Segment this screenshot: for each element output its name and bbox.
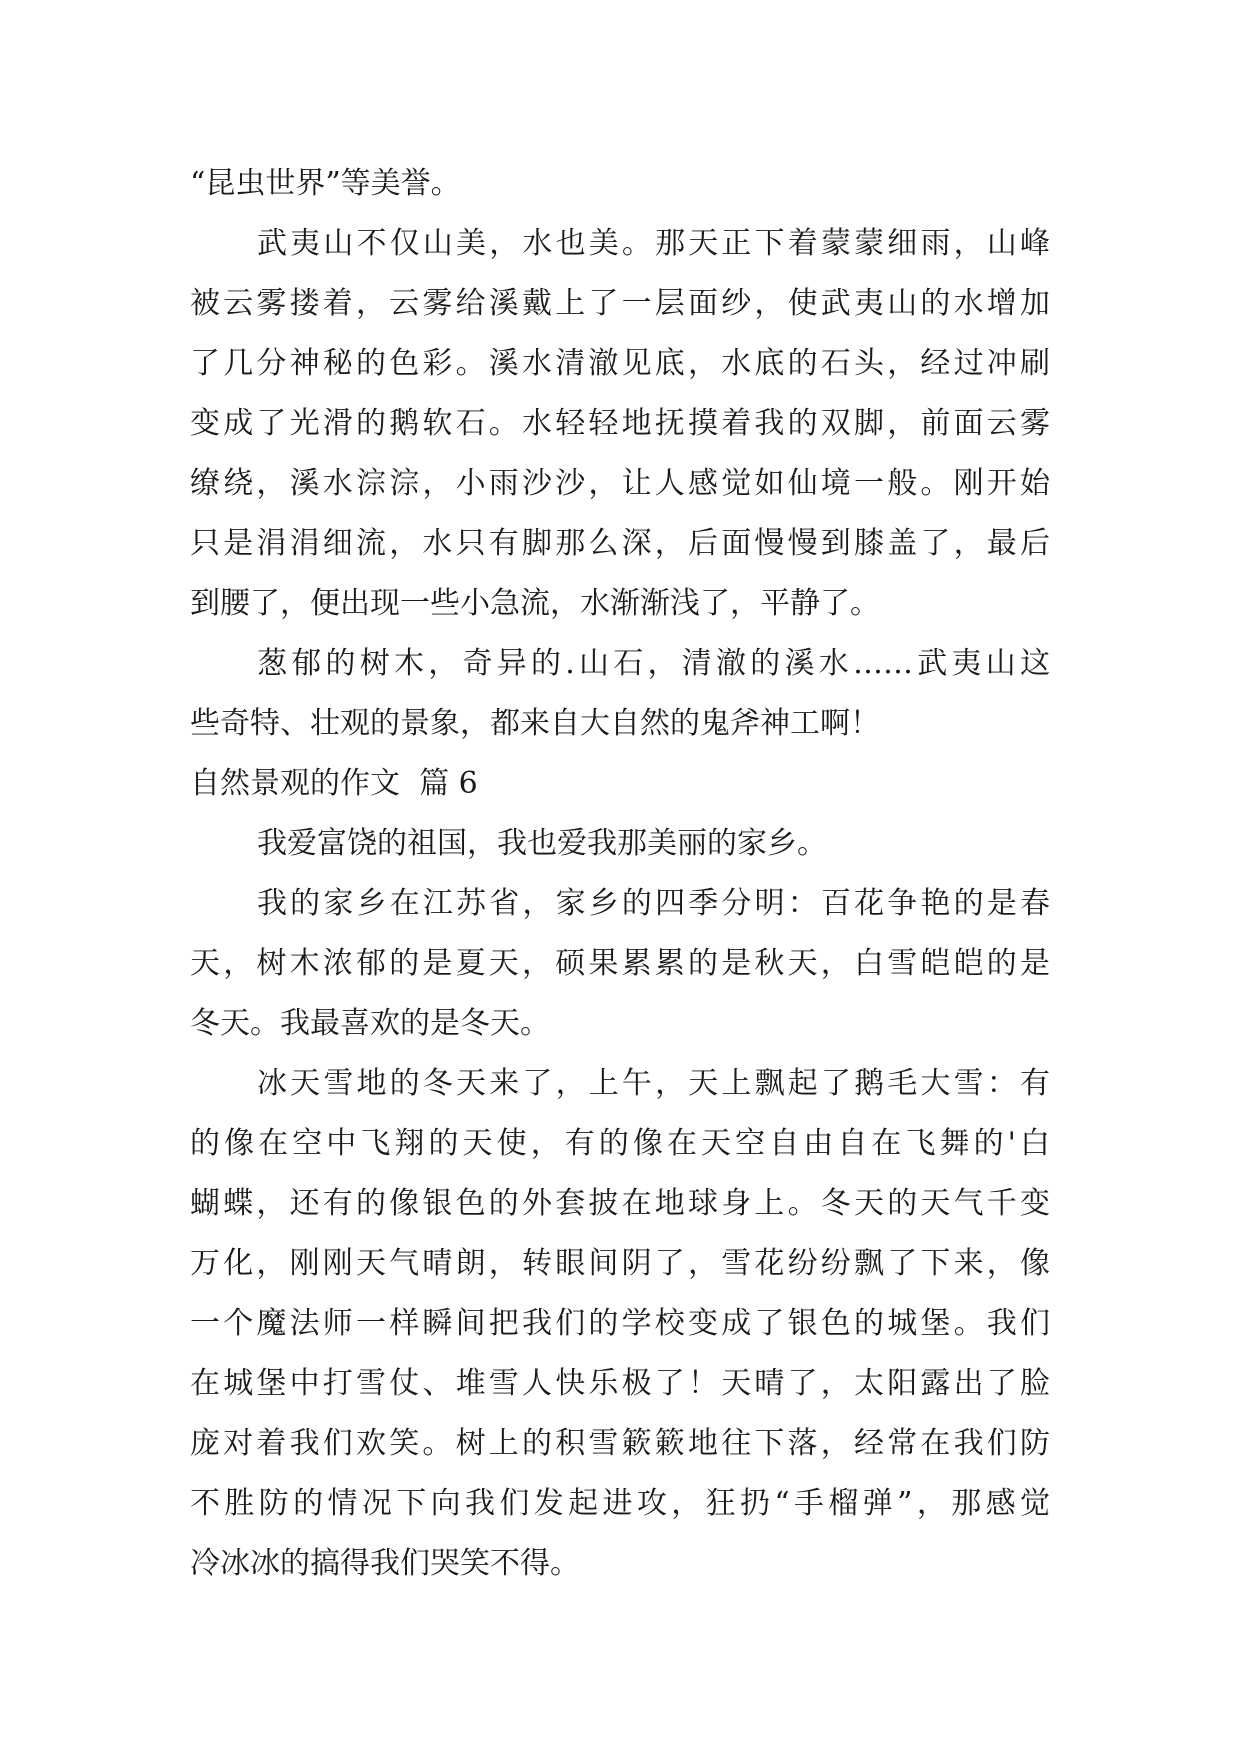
text-line: 天，树木浓郁的是夏天，硕果累累的是秋天，白雪皑皑的是 bbox=[190, 946, 1050, 981]
paragraph-first-line: 冰天雪地的冬天来了，上午，天上飘起了鹅毛大雪：有 bbox=[257, 1066, 1050, 1101]
text-line: 一个魔法师一样瞬间把我们的学校变成了银色的城堡。我们 bbox=[190, 1306, 1050, 1341]
text-line: 不胜防的情况下向我们发起进攻，狂扔“手榴弹”，那感觉 bbox=[190, 1486, 1050, 1521]
text-line: 只是涓涓细流，水只有脚那么深，后面慢慢到膝盖了，最后 bbox=[190, 526, 1050, 561]
text-line: 在城堡中打雪仗、堆雪人快乐极了！天晴了，太阳露出了脸 bbox=[190, 1366, 1050, 1401]
text-line: 冷冰冰的搞得我们哭笑不得。 bbox=[190, 1546, 580, 1581]
text-line: 冬天。我最喜欢的是冬天。 bbox=[190, 1006, 550, 1041]
text-line: 到腰了，便出现一些小急流，水渐渐浅了，平静了。 bbox=[190, 586, 880, 621]
text-line: 被云雾搂着，云雾给溪戴上了一层面纱，使武夷山的水增加 bbox=[190, 286, 1050, 321]
text-line: 蝴蝶，还有的像银色的外套披在地球身上。冬天的天气千变 bbox=[190, 1186, 1050, 1221]
paragraph-first-line: 我的家乡在江苏省，家乡的四季分明：百花争艳的是春 bbox=[257, 886, 1050, 921]
text-line: 万化，刚刚天气晴朗，转眼间阴了，雪花纷纷飘了下来，像 bbox=[190, 1246, 1050, 1281]
paragraph-first-line: 我爱富饶的祖国，我也爱我那美丽的家乡。 bbox=[257, 826, 827, 861]
paragraph-first-line: 葱郁的树木，奇异的.山石，清澈的溪水……武夷山这 bbox=[257, 646, 1050, 681]
text-line: “昆虫世界”等美誉。 bbox=[190, 166, 461, 201]
text-line: 了几分神秘的色彩。溪水清澈见底，水底的石头，经过冲刷 bbox=[190, 346, 1050, 381]
text-line: 些奇特、壮观的景象，都来自大自然的鬼斧神工啊！ bbox=[190, 706, 880, 741]
section-heading: 自然景观的作文 篇 6 bbox=[190, 766, 478, 801]
paragraph-first-line: 武夷山不仅山美，水也美。那天正下着蒙蒙细雨，山峰 bbox=[257, 226, 1050, 261]
text-line: 庞对着我们欢笑。树上的积雪簌簌地往下落，经常在我们防 bbox=[190, 1426, 1050, 1461]
text-line: 变成了光滑的鹅软石。水轻轻地抚摸着我的双脚，前面云雾 bbox=[190, 406, 1050, 441]
text-line: 缭绕，溪水淙淙，小雨沙沙，让人感觉如仙境一般。刚开始 bbox=[190, 466, 1050, 501]
text-line: 的像在空中飞翔的天使，有的像在天空自由自在飞舞的'白 bbox=[190, 1126, 1050, 1161]
